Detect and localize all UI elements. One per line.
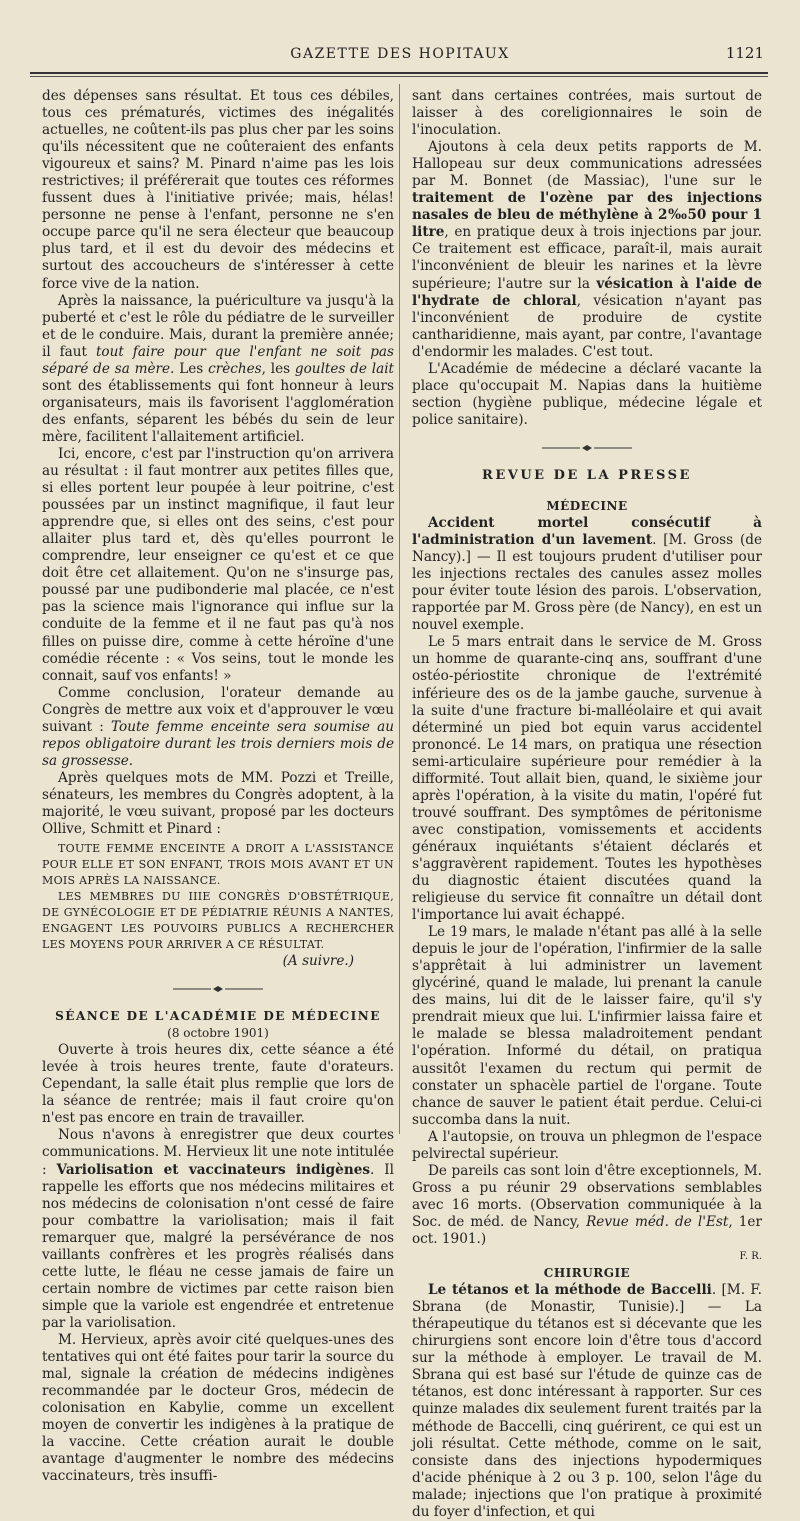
paragraph: Ici, encore, c'est par l'instruction qu'on arrivera au résultat : il faut montrer aux petites filles que, si elles portent leur poupée à leur poitrine, c'est poussées par un instinct magnifique, il faut leur apprendre que, si elles ont des seins, c'est pour allaiter plus tard et, dès qu'elles pourront le comprendre, leur enseigner ce qu'est et ce que doit être cet allaitement. Qu'on ne s'insurge pas, poussé par une pudibonderie mal placée, ce n'est pas la science mais l'ignorance qui influe sur la conduite de la femme et il ne faut pas qu'à nos filles on puisse dire, comme à cette héroïne d'une comédie récente : « Vos seins, tout le monde les connait, sauf vos enfants! » bbox=[42, 445, 394, 684]
left-column bbox=[42, 88, 394, 1485]
paragraph: Accident mortel consécutif à l'administration d'un lavement. [M. Gross (de Nancy).] — Il est toujours prudent d'utiliser pour les injections rectales des canules assez molles pour éviter toute lésion des parois. L'observation, rapportée par M. Gross père (de Nancy), en est un nouvel exemple. bbox=[412, 515, 762, 634]
subsection-title: CHIRURGIE bbox=[543, 1266, 631, 1281]
journal-title: GAZETTE DES HOPITAUX bbox=[290, 46, 510, 62]
paragraph: M. Hervieux, après avoir cité quelques-unes des tentatives qui ont été faites pour tarir la source du mal, signale la création de médecins indigènes recommandée par le docteur Gros, médecin de colonisation en Kabylie, comme un excellent moyen de convertir les indigènes à la pratique de la vaccine. Cette création aurait le double avantage d'augmenter le nombre des médecins vaccinateurs, très insuffi- bbox=[42, 1332, 394, 1485]
subsection-title: MÉDECINE bbox=[546, 498, 628, 513]
paragraph: L'Académie de médecine a déclaré vacante la place qu'occupait M. Napias dans la huitième section (hygiène publique, médecine légale et police sanitaire). bbox=[412, 360, 762, 428]
paragraph: De pareils cas sont loin d'être exceptionnels, M. Gross a pu réunir 29 observations semblables avec 16 morts. (Observation communiquée à la Soc. de méd. de Nancy, Revue méd. de l'Est, 1er oct. 1901.) bbox=[412, 1162, 762, 1247]
paragraph: Le 5 mars entrait dans le service de M. Gross un homme de quarante-cinq ans, souffrant d'une ostéo-périostite chronique de l'extrémité inférieure des os de la jambe gauche, survenue à la suite d'une fracture bi-malléolaire et qui avait déterminé un pied bot equin varus accidentel prononcé. Le 14 mars, on pratiqua une résection semi-articulaire supérieure pour remédier à la difformité. Tout allait bien, quand, le sixième jour après l'opération, à la visite du matin, l'opéré fut trouvé souffrant. Des symptômes de péritonisme avec constipation, vomissements et accidents généraux inquiétants s'étaient déclarés et s'aggravèrent rapidement. Toutes les hypothèses du diagnostic étaient discutées quand la religieuse du service fit connaître un détail dont l'importance lui avait échappé. bbox=[412, 634, 762, 924]
section-divider-ornament bbox=[42, 984, 394, 996]
paragraph: Après quelques mots de MM. Pozzi et Treille, sénateurs, les membres du Congrès adoptent, à la majorité, le vœu suivant, proposé par les docteurs Ollive, Schmitt et Pinard : bbox=[42, 769, 394, 838]
paragraph: Comme conclusion, l'orateur demande au Congrès de mettre aux voix et d'approuver le vœu suivant : Toute femme enceinte sera soumise au repos obligatoire durant les trois derniers mois de sa grossesse. bbox=[42, 684, 394, 769]
header-rule bbox=[30, 72, 768, 74]
paragraph: Après la naissance, la puériculture va jusqu'à la puberté et c'est le rôle du pédiatre de le surveiller et de le conduire. Mais, durant la première année; il faut tout faire pour que l'enfant ne soit pas séparé de sa mère. Les crèches, les goultes de lait sont des établissements qui font honneur à leurs organisateurs, mais ils favorisent l'agglomération des enfants, séparent les bébés du sein de leur mère, facilitent l'allaitement artificiel. bbox=[42, 292, 395, 445]
paragraph: Le tétanos et la méthode de Baccelli. [M. F. Sbrana (de Monastir, Tunisie).] — La thérapeutique du tétanos est si décevante que les chirurgiens sont encore loin d'être tous d'accord sur la méthode à employer. Le travail de M. Sbrana qui est basé sur l'étude de quinze cas de tétanos, est donc intéressant à rapporter. Sur ces quinze malades dix seulement furent traités par la méthode de Baccelli, cinq guérirent, ce qui est un joli résultat. Cette méthode, comme on le sait, consiste dans des injections hypodermiques d'acide phénique à 2 ou 3 p. 100, selon l'âge du malade; injections que l'on pratique à proximité du foyer d'infection, et qui bbox=[412, 1282, 762, 1520]
to-be-continued: (A suivre.) bbox=[282, 953, 354, 970]
paragraph: Ajoutons à cela deux petits rapports de M. Hallopeau sur deux communications adressées par M. Bonnet (de Massiac), l'une sur le traitement de l'ozène par des injections nasales de bleu de méthylène à 2‰50 pour 1 litre, en pratique deux à trois injections par jour. Ce traitement est efficace, paraît-il, mais aurait l'inconvénient de bleuir les narines et la lèvre supérieure; l'autre sur la vésication à l'aide de l'hydrate de chloral, vésication n'ayant pas l'inconvénient de produire de cystite cantharidienne, mais ayant, par contre, l'avantage d'endormir les malades. C'est tout. bbox=[412, 139, 762, 360]
section-title: REVUE DE LA PRESSE bbox=[482, 467, 692, 483]
paragraph: des dépenses sans résultat. Et tous ces débiles, tous ces prématurés, victimes des inégalités actuelles, ne coûtent-ils pas plus cher par les soins qu'ils nécessitent que ne coûteraient des enfants vigoureux et sains? M. Pinard n'aime pas les lois restrictives; il préférerait que toutes ces réformes fussent dues à l'initiative privée; mais, hélas! personne ne pense à l'enfant, personne ne s'en occupe parce qu'il ne sera électeur que beaucoup plus tard, et il est du devoir des médecins et surtout des accoucheurs de s'intéresser à cette force vive de la nation. bbox=[42, 88, 394, 292]
header-rule-thin bbox=[30, 76, 768, 77]
section-divider-ornament bbox=[412, 443, 762, 455]
paragraph: Ouverte à trois heures dix, cette séance a été levée à trois heures trente, faute d'orateurs. Cependant, la salle était plus remplie que lors de la séance de rentrée; mais il faut croire qu'on n'est pas encore en train de travailler. bbox=[42, 1042, 394, 1127]
column-separator bbox=[399, 84, 400, 1134]
page-number: 1121 bbox=[725, 44, 764, 62]
resolution-text: TOUTE FEMME ENCEINTE A DROIT A L'ASSISTANCE POUR ELLE ET SON ENFANT, TROIS MOIS AVANT ET UN MOIS APRÈS LA NAISSANCE. bbox=[42, 842, 394, 888]
page-header bbox=[30, 42, 770, 66]
paragraph: Le 19 mars, le malade n'étant pas allé à la selle depuis le jour de l'opération, l'infirmier de la salle s'apprêtait à lui administrer un lavement glycériné, quand le malade, lui prenant la canule des mains, lui dit de le laisser faire, qu'il s'y prendrait mieux que lui. L'infirmier laissa faire et le malade se blessa maladroitement pendant l'opération. Informé du détail, on pratiqua aussitôt l'examen du rectum qui permit de constater un sphacèle partiel de l'organe. Toute chance de sauver le patient était perdue. Celui-ci succomba dans la nuit. bbox=[412, 924, 762, 1128]
paragraph: Nous n'avons à enregistrer que deux courtes communications. M. Hervieux lit une note intitulée : Variolisation et vaccinateurs indigènes. Il rappelle les efforts que nos médecins militaires et nos médecins de colonisation n'ont cessé de faire pour combattre la variolisation; mais il fait remarquer que, malgré la persévérance de nos vaillants confrères et les progrès réalisés dans cette lutte, le fléau ne cesse jamais de faire un certain nombre de victimes par cette raison bien simple que la variole est engendrée et entretenue par la variolisation. bbox=[42, 1127, 394, 1331]
paragraph: A l'autopsie, on trouva un phlegmon de l'espace pelvirectal supérieur. bbox=[412, 1128, 762, 1162]
section-date: (8 octobre 1901) bbox=[167, 1026, 269, 1041]
resolution-text: LES MEMBRES DU IIIE CONGRÈS D'OBSTÉTRIQUE, DE GYNÉCOLOGIE ET DE PÉDIATRIE RÉUNIS A NANTES, ENGAGENT LES POUVOIRS PUBLICS A RECHERCHER LES MOYENS POUR ARRIVER A CE RÉSULTAT. bbox=[42, 890, 394, 952]
right-column bbox=[412, 88, 762, 1521]
paragraph: sant dans certaines contrées, mais surtout de laisser à des coreligionnaires le soin de l'inoculation. bbox=[412, 88, 762, 139]
author-initials: F. R. bbox=[739, 1251, 762, 1263]
section-title: SÉANCE DE L'ACADÉMIE DE MÉDECINE bbox=[55, 1009, 381, 1024]
